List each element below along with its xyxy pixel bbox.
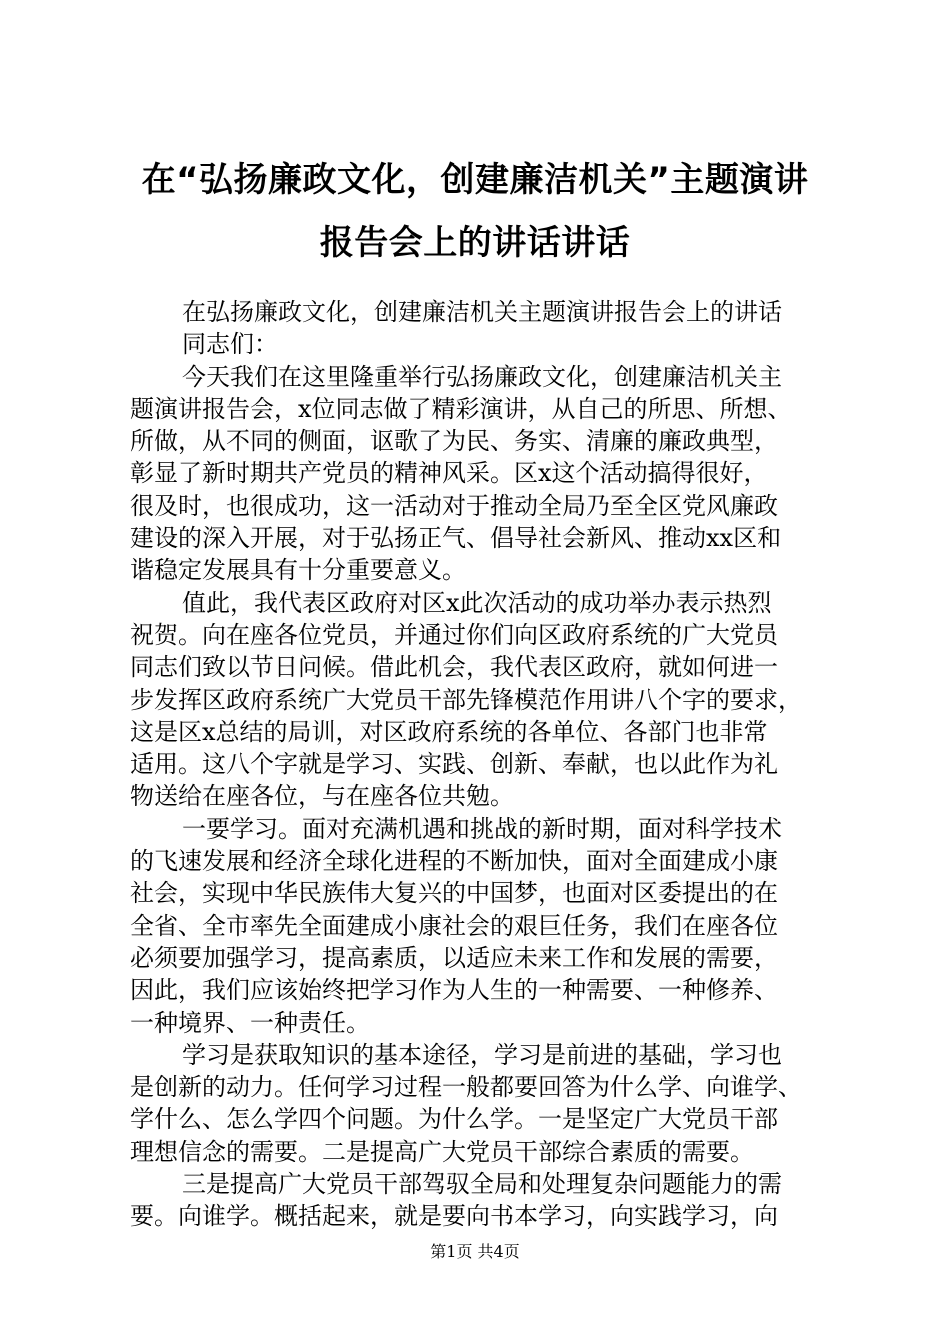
- body-line: 学习是获取知识的基本途径，学习是前进的基础，学习也: [182, 1040, 782, 1069]
- body-line: 所做，从不同的侧面，讴歌了为民、务实、清廉的廉政典型，: [130, 427, 778, 456]
- body-line: 彰显了新时期共产党员的精神风采。区x这个活动搞得很好，: [130, 459, 768, 488]
- body-line: 很及时，也很成功，这一活动对于推动全局乃至全区党风廉政: [130, 491, 778, 520]
- body-line: 的飞速发展和经济全球化进程的不断加快，面对全面建成小康: [130, 847, 778, 876]
- page-number-footer: 第1页 共4页: [430, 1242, 520, 1261]
- body-line: 祝贺。向在座各位党员，并通过你们向区政府系统的广大党员: [130, 620, 778, 649]
- body-line: 一种境界、一种责任。: [130, 1008, 370, 1037]
- body-line: 同志们：: [182, 330, 278, 359]
- body-line: 要。向谁学。概括起来，就是要向书本学习，向实践学习，向: [130, 1202, 778, 1231]
- body-line: 学什么、怎么学四个问题。为什么学。一是坚定广大党员干部: [130, 1105, 778, 1134]
- body-line: 全省、全市率先全面建成小康社会的艰巨任务，我们在座各位: [130, 911, 778, 940]
- body-line: 社会，实现中华民族伟大复兴的中国梦，也面对区委提出的在: [130, 879, 778, 908]
- document-body: [130, 296, 830, 1233]
- body-line: 理想信念的需要。二是提高广大党员干部综合素质的需要。: [130, 1137, 754, 1166]
- body-line: 在弘扬廉政文化，创建廉洁机关主题演讲报告会上的讲话: [182, 298, 782, 326]
- body-line: 步发挥区政府系统广大党员干部先锋模范作用讲八个字的要求，: [130, 685, 802, 714]
- body-line: 因此，我们应该始终把学习作为人生的一种需要、一种修养、: [130, 976, 778, 1005]
- document-title-line-1: 在“弘扬廉政文化，创建廉洁机关”主题演讲: [141, 160, 809, 200]
- body-line: 这是区x总结的局训，对区政府系统的各单位、各部门也非常: [130, 717, 768, 746]
- body-line: 谐稳定发展具有十分重要意义。: [130, 556, 466, 585]
- document-title-line-2: 报告会上的讲话讲话: [319, 223, 631, 263]
- body-line: 适用。这八个字就是学习、实践、创新、奉献，也以此作为礼: [130, 750, 778, 779]
- body-line: 是创新的动力。任何学习过程一般都要回答为什么学、向谁学、: [130, 1073, 802, 1102]
- body-line: 今天我们在这里隆重举行弘扬廉政文化，创建廉洁机关主: [182, 362, 782, 391]
- body-line: 同志们致以节日问候。借此机会，我代表区政府，就如何进一: [130, 653, 778, 682]
- body-line: 必须要加强学习，提高素质，以适应未来工作和发展的需要，: [130, 943, 778, 972]
- body-line: 题演讲报告会，x位同志做了精彩演讲，从自己的所思、所想、: [130, 394, 792, 423]
- body-line: 三是提高广大党员干部驾驭全局和处理复杂问题能力的需: [182, 1170, 782, 1199]
- body-line: 值此，我代表区政府对区x此次活动的成功举办表示热烈: [182, 588, 772, 617]
- body-line: 一要学习。面对充满机遇和挑战的新时期，面对科学技术: [182, 814, 782, 843]
- body-line: 建设的深入开展，对于弘扬正气、倡导社会新风、推动xx区和: [130, 524, 782, 553]
- body-line: 物送给在座各位，与在座各位共勉。: [130, 782, 514, 811]
